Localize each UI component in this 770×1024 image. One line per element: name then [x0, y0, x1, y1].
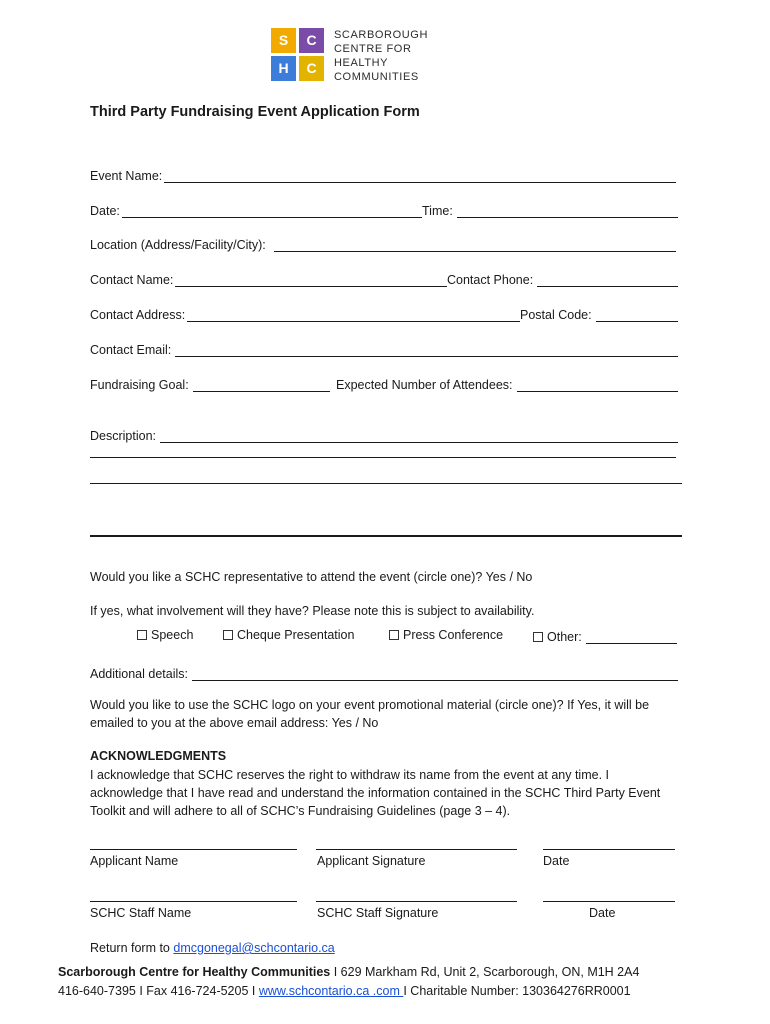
contact-email-field[interactable] [175, 344, 678, 357]
additional-details-label: Additional details: [90, 667, 188, 681]
contact-phone-row [447, 269, 678, 287]
checkbox-icon[interactable] [533, 632, 543, 642]
logo-question: Would you like to use the SCHC logo on your event promotional material (circle one)? If Yes, it will be emailed to you at the above email address: Yes / No [90, 698, 650, 730]
ack-text: I acknowledge that SCHC reserves the right to withdraw its name from the event at any time. I acknowledge that I have read and understand the information contained in the SCHC Third Party Event Toolkit and will adhere to all of SCHC’s Fundraising Guidelines (page 3 – 4). [90, 768, 661, 818]
applicant-signature-line[interactable] [316, 849, 517, 850]
staff-name-line[interactable] [90, 901, 297, 902]
logo-tiles [271, 28, 325, 82]
contact-address-field[interactable] [187, 309, 520, 322]
attendees-row [336, 374, 678, 392]
logo-tile-h: H [271, 56, 296, 81]
logo-line: CENTRE FOR [334, 43, 412, 55]
option-other[interactable] [533, 626, 677, 644]
applicant-name-caption: Applicant Name [90, 854, 179, 868]
return-email-link[interactable]: dmcgonegal@schcontario.ca [173, 941, 335, 955]
option-press-conference[interactable] [389, 628, 503, 642]
logo-line: COMMUNITIES [334, 71, 419, 83]
logo-tile-c1: C [299, 28, 324, 53]
description-field[interactable] [160, 430, 678, 443]
contact-phone-field[interactable] [537, 274, 678, 287]
contact-email-row [90, 339, 678, 357]
fundraising-goal-label: Fundraising Goal: [90, 378, 189, 392]
return-prefix: Return form to [90, 941, 174, 955]
date-caption-2: Date [589, 906, 616, 920]
staff-signature-line[interactable] [316, 901, 517, 902]
option-label: Other: [547, 630, 582, 644]
date-line-2[interactable] [543, 901, 675, 902]
time-label: Time: [422, 204, 453, 218]
applicant-signature-caption: Applicant Signature [317, 854, 426, 868]
return-form [90, 941, 335, 955]
footer-address: I 629 Markham Rd, Unit 2, Scarborough, ON, M1H 2A4 [330, 965, 640, 979]
contact-address-row [90, 304, 520, 322]
rep-question: Would you like a SCHC representative to attend the event (circle one)? Yes / No [90, 570, 533, 584]
description-row [90, 425, 678, 443]
option-label: Press Conference [403, 628, 504, 642]
date-line-1[interactable] [543, 849, 675, 850]
fundraising-goal-row [90, 374, 330, 392]
section-divider [90, 535, 682, 537]
checkbox-icon[interactable] [223, 630, 233, 640]
contact-name-label: Contact Name: [90, 273, 174, 287]
additional-details-row [90, 663, 678, 681]
date-label: Date: [90, 204, 120, 218]
contact-address-label: Contact Address: [90, 308, 186, 322]
logo-line: HEALTHY [334, 57, 389, 69]
logo-tile-c2: C [299, 56, 324, 81]
date-caption-1: Date [543, 854, 570, 868]
footer-org-name: Scarborough Centre for Healthy Communities [58, 965, 331, 979]
option-cheque-presentation[interactable] [223, 628, 354, 642]
date-row [90, 200, 422, 218]
fundraising-goal-field[interactable] [193, 379, 330, 392]
form-title: Third Party Fundraising Event Application Form [90, 104, 420, 120]
postal-code-field[interactable] [596, 309, 678, 322]
checkbox-icon[interactable] [389, 630, 399, 640]
staff-signature-caption: SCHC Staff Signature [317, 906, 439, 920]
involvement-question: If yes, what involvement will they have? Please note this is subject to availability. [90, 604, 535, 618]
ack-heading: ACKNOWLEDGMENTS [90, 749, 227, 763]
footer-charitable-number: I Charitable Number: 130364276RR0001 [403, 984, 631, 998]
attendees-label: Expected Number of Attendees: [336, 378, 513, 392]
option-label: Speech [151, 628, 194, 642]
location-label: Location (Address/Facility/City): [90, 238, 266, 252]
checkbox-icon[interactable] [137, 630, 147, 640]
footer-website-link[interactable]: www.schcontario.ca .com [258, 984, 404, 998]
date-field[interactable] [122, 205, 422, 218]
footer-line-1 [58, 965, 639, 979]
footer-line-2 [58, 984, 631, 998]
postal-code-row [520, 304, 678, 322]
location-field[interactable] [274, 239, 676, 252]
option-speech[interactable] [137, 628, 193, 642]
option-label: Cheque Presentation [237, 628, 355, 642]
event-name-label: Event Name: [90, 169, 163, 183]
applicant-name-line[interactable] [90, 849, 297, 850]
event-name-row [90, 165, 676, 183]
contact-email-label: Contact Email: [90, 343, 172, 357]
time-row [422, 200, 678, 218]
time-field[interactable] [457, 205, 678, 218]
contact-name-field[interactable] [175, 274, 447, 287]
location-row [90, 234, 676, 252]
event-name-field[interactable] [164, 170, 676, 183]
additional-details-field[interactable] [192, 668, 678, 681]
other-field[interactable] [586, 631, 677, 644]
logo-line: SCARBOROUGH [334, 29, 428, 41]
postal-code-label: Postal Code: [520, 308, 592, 322]
footer-phone-fax: 416-640-7395 I Fax 416-724-5205 I [58, 984, 259, 998]
logo-tile-s: S [271, 28, 296, 53]
staff-name-caption: SCHC Staff Name [90, 906, 192, 920]
description-line-3[interactable] [90, 483, 682, 484]
logo-wordmark [334, 28, 454, 84]
contact-name-row [90, 269, 447, 287]
attendees-field[interactable] [517, 379, 679, 392]
description-line-2[interactable] [90, 457, 676, 458]
schc-logo [271, 28, 451, 84]
description-label: Description: [90, 429, 156, 443]
contact-phone-label: Contact Phone: [447, 273, 534, 287]
